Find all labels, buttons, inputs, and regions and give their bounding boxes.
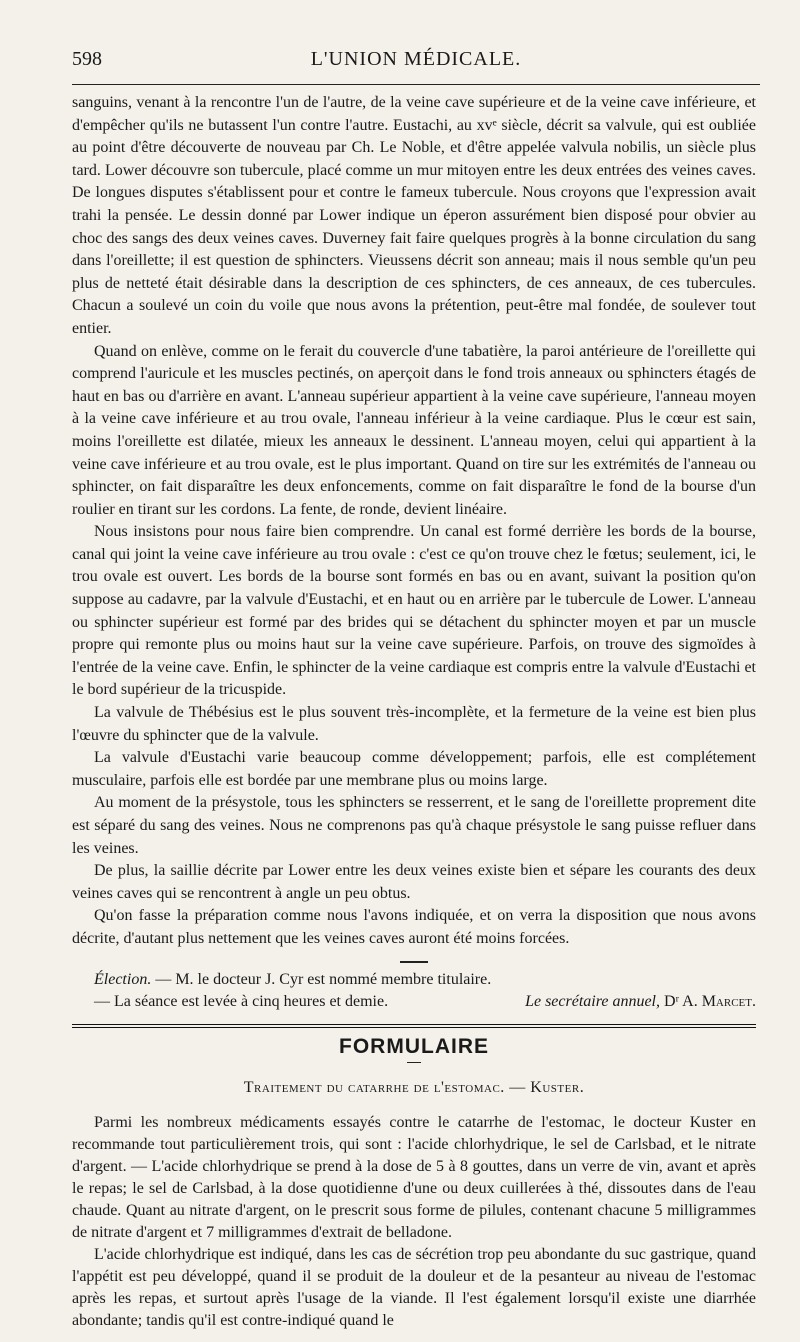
article-paragraph: Nous insistons pour nous faire bien comprendre. Un canal est formé derrière les bords de la bourse, canal qui joint la veine cave inférieure au trou ovale : c'est ce qu'on trouve chez le fœtus; seulement, ici, le trou ovale est ouvert. Les bords de la bourse sont formés en bas ou en avant, suivant la position qu'on suppose au cadavre, par la valvule d'Eustachi, et en haut ou en arrière par le tubercule de Lower. L'anneau ou sphincter supérieur est formé par des brides qui se détachent du sphincter moyen et par un muscle propre qui remonte plus ou moins haut sur la veine cave supérieure. Parfois, on trouve des sigmoïdes à l'entrée de la veine cave. Enfin, le sphincter de la veine cardiaque est compris entre la valvule d'Eustachi et le bord supérieur de la tricuspide.: [72, 523, 756, 699]
formulaire-paragraph: L'acide chlorhydrique est indiqué, dans les cas de sécrétion trop peu abondante du suc gastrique, quand l'appétit est peu développé, quand il se produit de la douleur et de la pesanteur au niveau de l'estomac après les repas, et surtout après l'usage de la viande. Il l'est également lorsqu'il existe une diarrhée abondante; tandis qu'il est contre-indiqué quand le: [72, 1245, 756, 1329]
article: [72, 92, 756, 951]
page-body: [72, 92, 756, 1332]
signature-name: Dʳ A. Marcet.: [664, 993, 756, 1011]
formulaire-title: FORMULAIRE: [339, 1034, 489, 1058]
article-paragraph: De plus, la saillie décrite par Lower entre les deux veines existe bien et sépare les courants des deux veines caves qui se rencontrent à angle un peu obtus.: [72, 862, 756, 902]
closing-text: — La séance est levée à cinq heures et demie.: [94, 993, 389, 1011]
formulaire-paragraph: Parmi les nombreux médicaments essayés contre le catarrhe de l'estomac, le docteur Kuster en recommande tout particulièrement trois, qui sont : l'acide chlorhydrique, le sel de Carlsbad, et le nitrate d'argent. — L'acide chlorhydrique se prend à la dose de 5 à 8 gouttes, dans un verre de vin, avant et après le repas; le sel de Carlsbad, à la dose quotidienne d'une ou deux cuillerées à thé, dissoutes dans de l'eau chaude. Quant au nitrate d'argent, on le prescrit sous forme de pilules, contenant chacune 5 milligrammes de nitrate d'argent et 7 milligrammes d'extrait de belladone.: [72, 1113, 756, 1241]
page-header: [72, 48, 760, 78]
article-paragraph: Quand on enlève, comme on le ferait du couvercle d'une tabatière, la paroi antérieure de l'oreillette qui comprend l'auricule et les muscles pectinés, on aperçoit dans le fond trois anneaux ou sphincters étagés de haut en bas ou d'arrière en avant. L'anneau supérieur appartient à la veine cave supérieure, l'anneau moyen à la veine cave inférieure et au trou ovale, l'anneau inférieur à la veine cardiaque. Plus le cœur est sain, moins l'oreillette est dilatée, mieux les anneaux le dessinent. L'anneau moyen, celui qui appartient à la veine cave inférieure et au trou ovale, est le plus important. Quand on tire sur les extrémités de l'anneau ou sphincter, on fait disparaître les deux enfoncements, comme on fait disparaître le fond de la bourse d'un roulier en tirant sur les cordons. La fente, de ronde, devient linéaire.: [72, 342, 756, 518]
election-notice: [72, 969, 756, 992]
article-paragraph: La valvule de Thébésius est le plus souvent très-incomplète, et la fermeture de la veine est bien plus l'œuvre du sphincter que de la valvule.: [72, 704, 756, 744]
formulaire-subtitle: Traitement du catarrhe de l'estomac. — Kuster.: [243, 1079, 585, 1097]
session-closing: [72, 991, 756, 1014]
section-double-rule: [72, 1024, 756, 1028]
header-rule: [72, 84, 760, 85]
article-paragraph: Au moment de la présystole, tous les sphincters se resserrent, et le sang de l'oreillette proprement dite est séparé du sang des veines. Nous ne comprenons pas qu'à chaque présystole le sang puisse refluer dans les veines.: [72, 794, 756, 857]
signature-role: Le secrétaire annuel,: [525, 993, 660, 1011]
title-rule: [407, 1062, 421, 1063]
section-separator: [400, 961, 428, 963]
election-label: Élection.: [94, 970, 152, 988]
article-paragraph: Qu'on fasse la préparation comme nous l'avons indiquée, et on verra la disposition que nous avons décrite, d'autant plus nettement que les veines caves auront été moins forcées.: [72, 907, 756, 947]
formulaire-body: [72, 1112, 756, 1332]
article-paragraph: sanguins, venant à la rencontre l'un de l'autre, de la veine cave supérieure et de la veine cave inférieure, et d'empêcher qu'ils ne butassent l'un contre l'autre. Eustachi, au xvᵉ siècle, décrit sa valvule, qui est oubliée au point d'être découverte de nouveau par Ch. Le Noble, et d'être appelée valvula nobilis, un siècle plus tard. Lower découvre son tubercule, placé comme un mur mitoyen entre les deux entrées des veines caves. De longues disputes s'établissent pour et contre le fameux tubercule. Nous croyons que l'expression avait trahi la pensée. Le dessin donné par Lower indique un éperon assurément bien disposé pour obvier au choc des sangs des deux veines caves. Duverney fait faire quelques progrès à la bonne circulation du sang dans l'oreillette; il est question de sphincters. Vieussens décrit son anneau; mais il nous semble qu'un peu plus de netteté était désirable dans la description de ces sphincters, de ces anneaux, de ces tubercules. Chacun a soulevé un coin du voile que nous avons la prétention, peut-être mal fondée, de soulever tout entier.: [72, 94, 756, 337]
page-number: 598: [72, 48, 102, 70]
election-text: — M. le docteur J. Cyr est nommé membre titulaire.: [155, 970, 492, 988]
running-title: L'UNION MÉDICALE.: [310, 48, 522, 70]
signature: [525, 991, 756, 1014]
article-paragraph: La valvule d'Eustachi varie beaucoup comme développement; parfois, elle est complétement musculaire, parfois elle est bordée par une membrane plus ou moins large.: [72, 749, 756, 789]
